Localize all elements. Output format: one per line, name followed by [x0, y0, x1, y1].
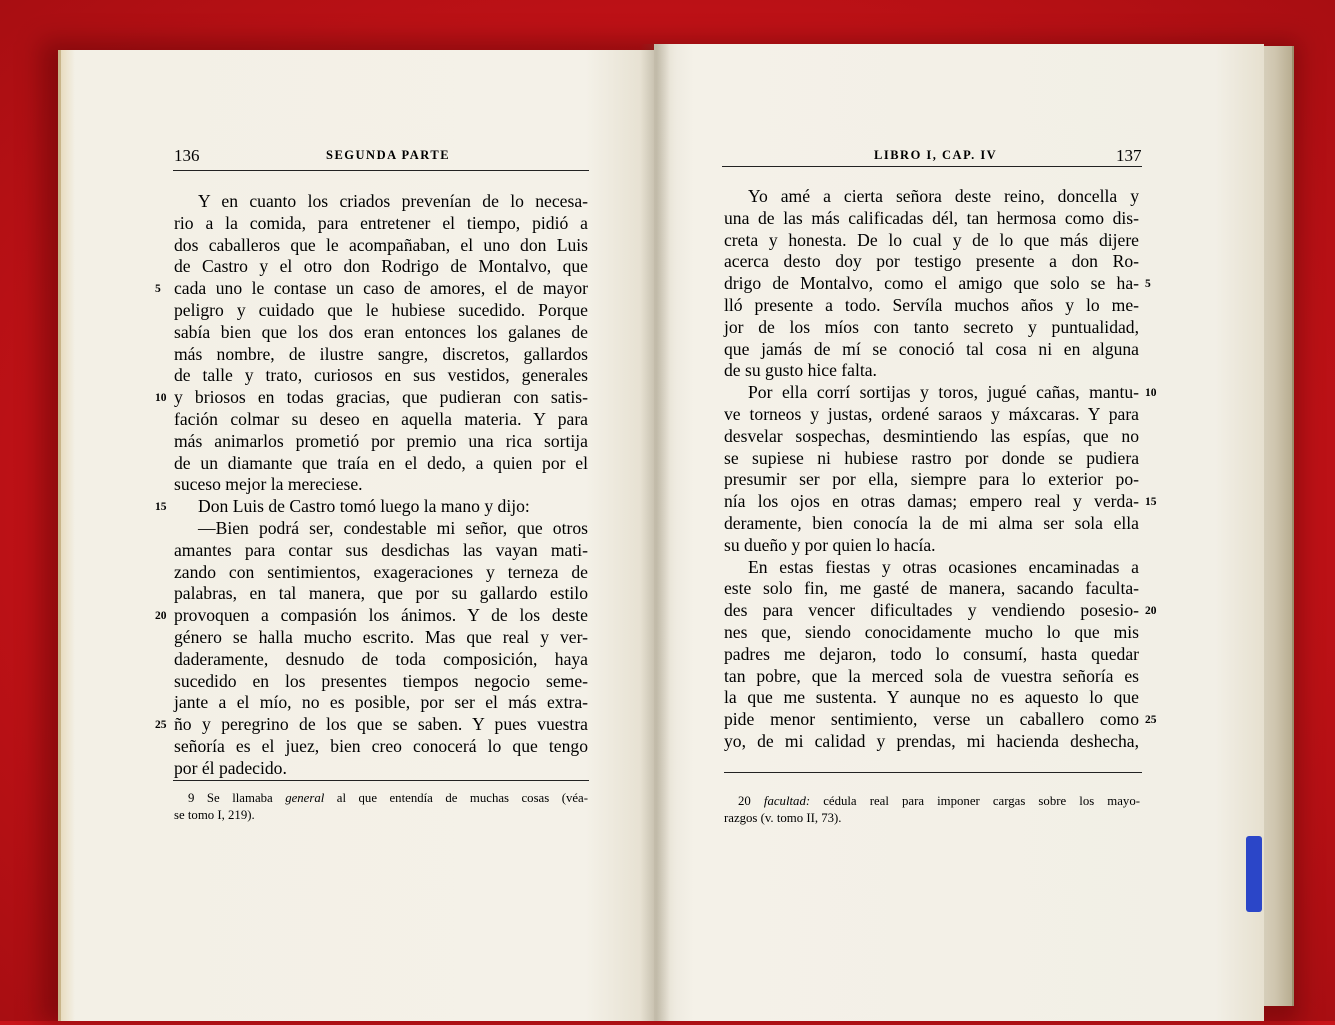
text-line: por él padecido. [174, 757, 287, 778]
line-number: 25 [1145, 714, 1157, 727]
text-line: deramente, bien conocía la de mi alma ser sola ella [724, 512, 1139, 533]
text-line: Y en cuanto los criados prevenían de lo necesa- [198, 191, 588, 211]
right-footnote-line-2: razgos (v. tomo II, 73). [724, 811, 842, 825]
line-number: 20 [155, 610, 167, 623]
right-footnote-rule [724, 772, 1142, 773]
right-footnote [724, 793, 1140, 827]
line-number: 15 [1145, 496, 1157, 509]
text-line: ve torneos y justas, ordené saraos y máxcaras. Y para [724, 403, 1139, 424]
text-line: Don Luis de Castro tomó luego la mano y dijo: [198, 496, 530, 517]
line-number: 5 [1145, 278, 1151, 291]
text-line: Por ella corrí sortijas y toros, jugué cañas, mantu- [748, 382, 1139, 403]
text-line: lló presente a todo. Servíla muchos años y lo me- [724, 294, 1139, 315]
left-footnote-line-1: 9 Se llamaba general al que entendía de muchas cosas (véa- [188, 791, 588, 805]
text-line: suceso mejor la mereciese. [174, 474, 363, 495]
line-number: 10 [1145, 387, 1157, 400]
text-line: la que me sustenta. Y aunque no es aquesto lo que [724, 687, 1139, 708]
text-line: dos caballeros que le acompañaban, el uno don Luis [174, 234, 588, 255]
text-line: su dueño y por quien lo hacía. [724, 534, 936, 555]
text-line: género se halla mucho escrito. Mas que real y ver- [174, 626, 588, 647]
text-line: Yo amé a cierta señora deste reino, doncella y [748, 186, 1139, 206]
text-line: drigo de Montalvo, como el amigo que solo se ha- [724, 273, 1139, 294]
text-line: jor de los míos con tanto secreto y puntualidad, [724, 316, 1139, 337]
text-line: nía los ojos en otras damas; empero real y verda- [724, 491, 1139, 512]
left-running-title: SEGUNDA PARTE [326, 148, 451, 162]
text-line: más nombre, de ilustre sangre, discretos, gallardos [174, 343, 588, 364]
text-line: creta y honesta. De lo cual y de lo que más dijere [724, 229, 1139, 250]
line-number: 5 [155, 283, 161, 296]
right-page-number: 137 [1116, 146, 1142, 165]
text-line: ño y peregrino de los que se saben. Y pues vuestra [174, 714, 588, 735]
left-header-rule [173, 170, 589, 171]
text-line: de talle y trato, curiosos en sus vestidos, generales [174, 365, 588, 386]
text-line: En estas fiestas y otras ocasiones encaminadas a [748, 556, 1139, 577]
text-line: —Bien podrá ser, condestable mi señor, que otros [198, 517, 588, 538]
text-line: sucedido en los presentes tiempos negocio seme- [174, 670, 588, 691]
text-line: pide menor sentimiento, verse un caballero como [724, 709, 1139, 730]
text-line: palabras, en tal manera, que por su gallardo estilo [174, 583, 588, 604]
text-line: más animarlos prometió por premio una rica sortija [174, 430, 588, 451]
text-line: padres me dejaron, todo lo consumí, hasta quedar [724, 643, 1139, 664]
text-line: peligro y cuidado que le hubiese sucedido. Porque [174, 299, 588, 320]
text-line: zando con sentimientos, exageraciones y terneza de [174, 561, 588, 582]
text-line: yo, de mi calidad y prendas, mi hacienda deshecha, [724, 730, 1139, 751]
left-page-number: 136 [174, 146, 200, 165]
line-number: 10 [155, 392, 167, 405]
text-line: provoquen a compasión los ánimos. Y de los deste [174, 605, 588, 626]
text-line: se supiese ni hubiese rastro por donde se pudiera [724, 447, 1139, 468]
text-line: desvelar sospechas, desmintiendo las espías, que no [724, 425, 1139, 446]
left-footnote [174, 790, 588, 824]
line-number: 20 [1145, 605, 1157, 618]
text-line: rio a la comida, para entretener el tiempo, pidió a [174, 212, 588, 233]
text-line: sabía bien que los dos eran entonces los galanes de [174, 321, 588, 342]
text-line: de su gusto hice falta. [724, 360, 877, 381]
text-line: acerca desto doy por testigo presente a don Ro- [724, 251, 1139, 272]
text-line: nes que, siendo conocidamente mucho lo que mis [724, 621, 1139, 642]
text-line: este solo fin, me gasté de manera, sacando facultа- [724, 578, 1139, 599]
text-line: de un diamante que traía en el dedo, a quien por el [174, 452, 588, 473]
left-body-text [174, 191, 588, 780]
right-header-rule [722, 166, 1142, 167]
text-line: presumir ser por ella, siempre para lo exterior po- [724, 469, 1139, 490]
text-line: amantes para contar sus desdichas las vayan mati- [174, 539, 588, 560]
text-line: señoría es el juez, bien creo conocerá lo que tengo [174, 735, 588, 756]
text-line: cada uno le contase un caso de amores, el de mayor [174, 278, 588, 299]
text-line: tan pobre, que la merced sola de vuestra señoría es [724, 665, 1139, 686]
text-line: daderamente, desnudo de toda composición, haya [174, 648, 588, 669]
left-footnote-line-2: se tomo I, 219). [174, 808, 255, 822]
book-spine [640, 44, 670, 1021]
right-running-title: LIBRO I, CAP. IV [874, 148, 998, 162]
text-line: des para vencer dificultades y vendiendo posesio- [724, 600, 1139, 621]
text-line: y briosos en todas gracias, que pudieran con satis- [174, 387, 588, 408]
right-running-head [724, 146, 1142, 166]
right-footnote-line-1: 20 facultad: cédula real para imponer cargas sobre los mayo- [738, 794, 1140, 808]
line-number: 25 [155, 719, 167, 732]
left-footnote-rule [173, 780, 589, 781]
text-line: fación colmar su deseo en aquella materia. Y para [174, 408, 588, 429]
line-number: 15 [155, 501, 167, 514]
text-line: de Castro y el otro don Rodrigo de Montalvo, que [174, 256, 588, 277]
left-running-head [174, 146, 590, 166]
text-line: que jamás de mí se conoció tal cosa ni en alguna [724, 338, 1139, 359]
text-line: jante a el mío, no es posible, por ser el más extra- [174, 692, 588, 713]
blue-mark [1246, 836, 1262, 912]
right-body-text [724, 186, 1139, 753]
text-line: una de las más calificadas dél, tan hermosa como dis- [724, 207, 1139, 228]
